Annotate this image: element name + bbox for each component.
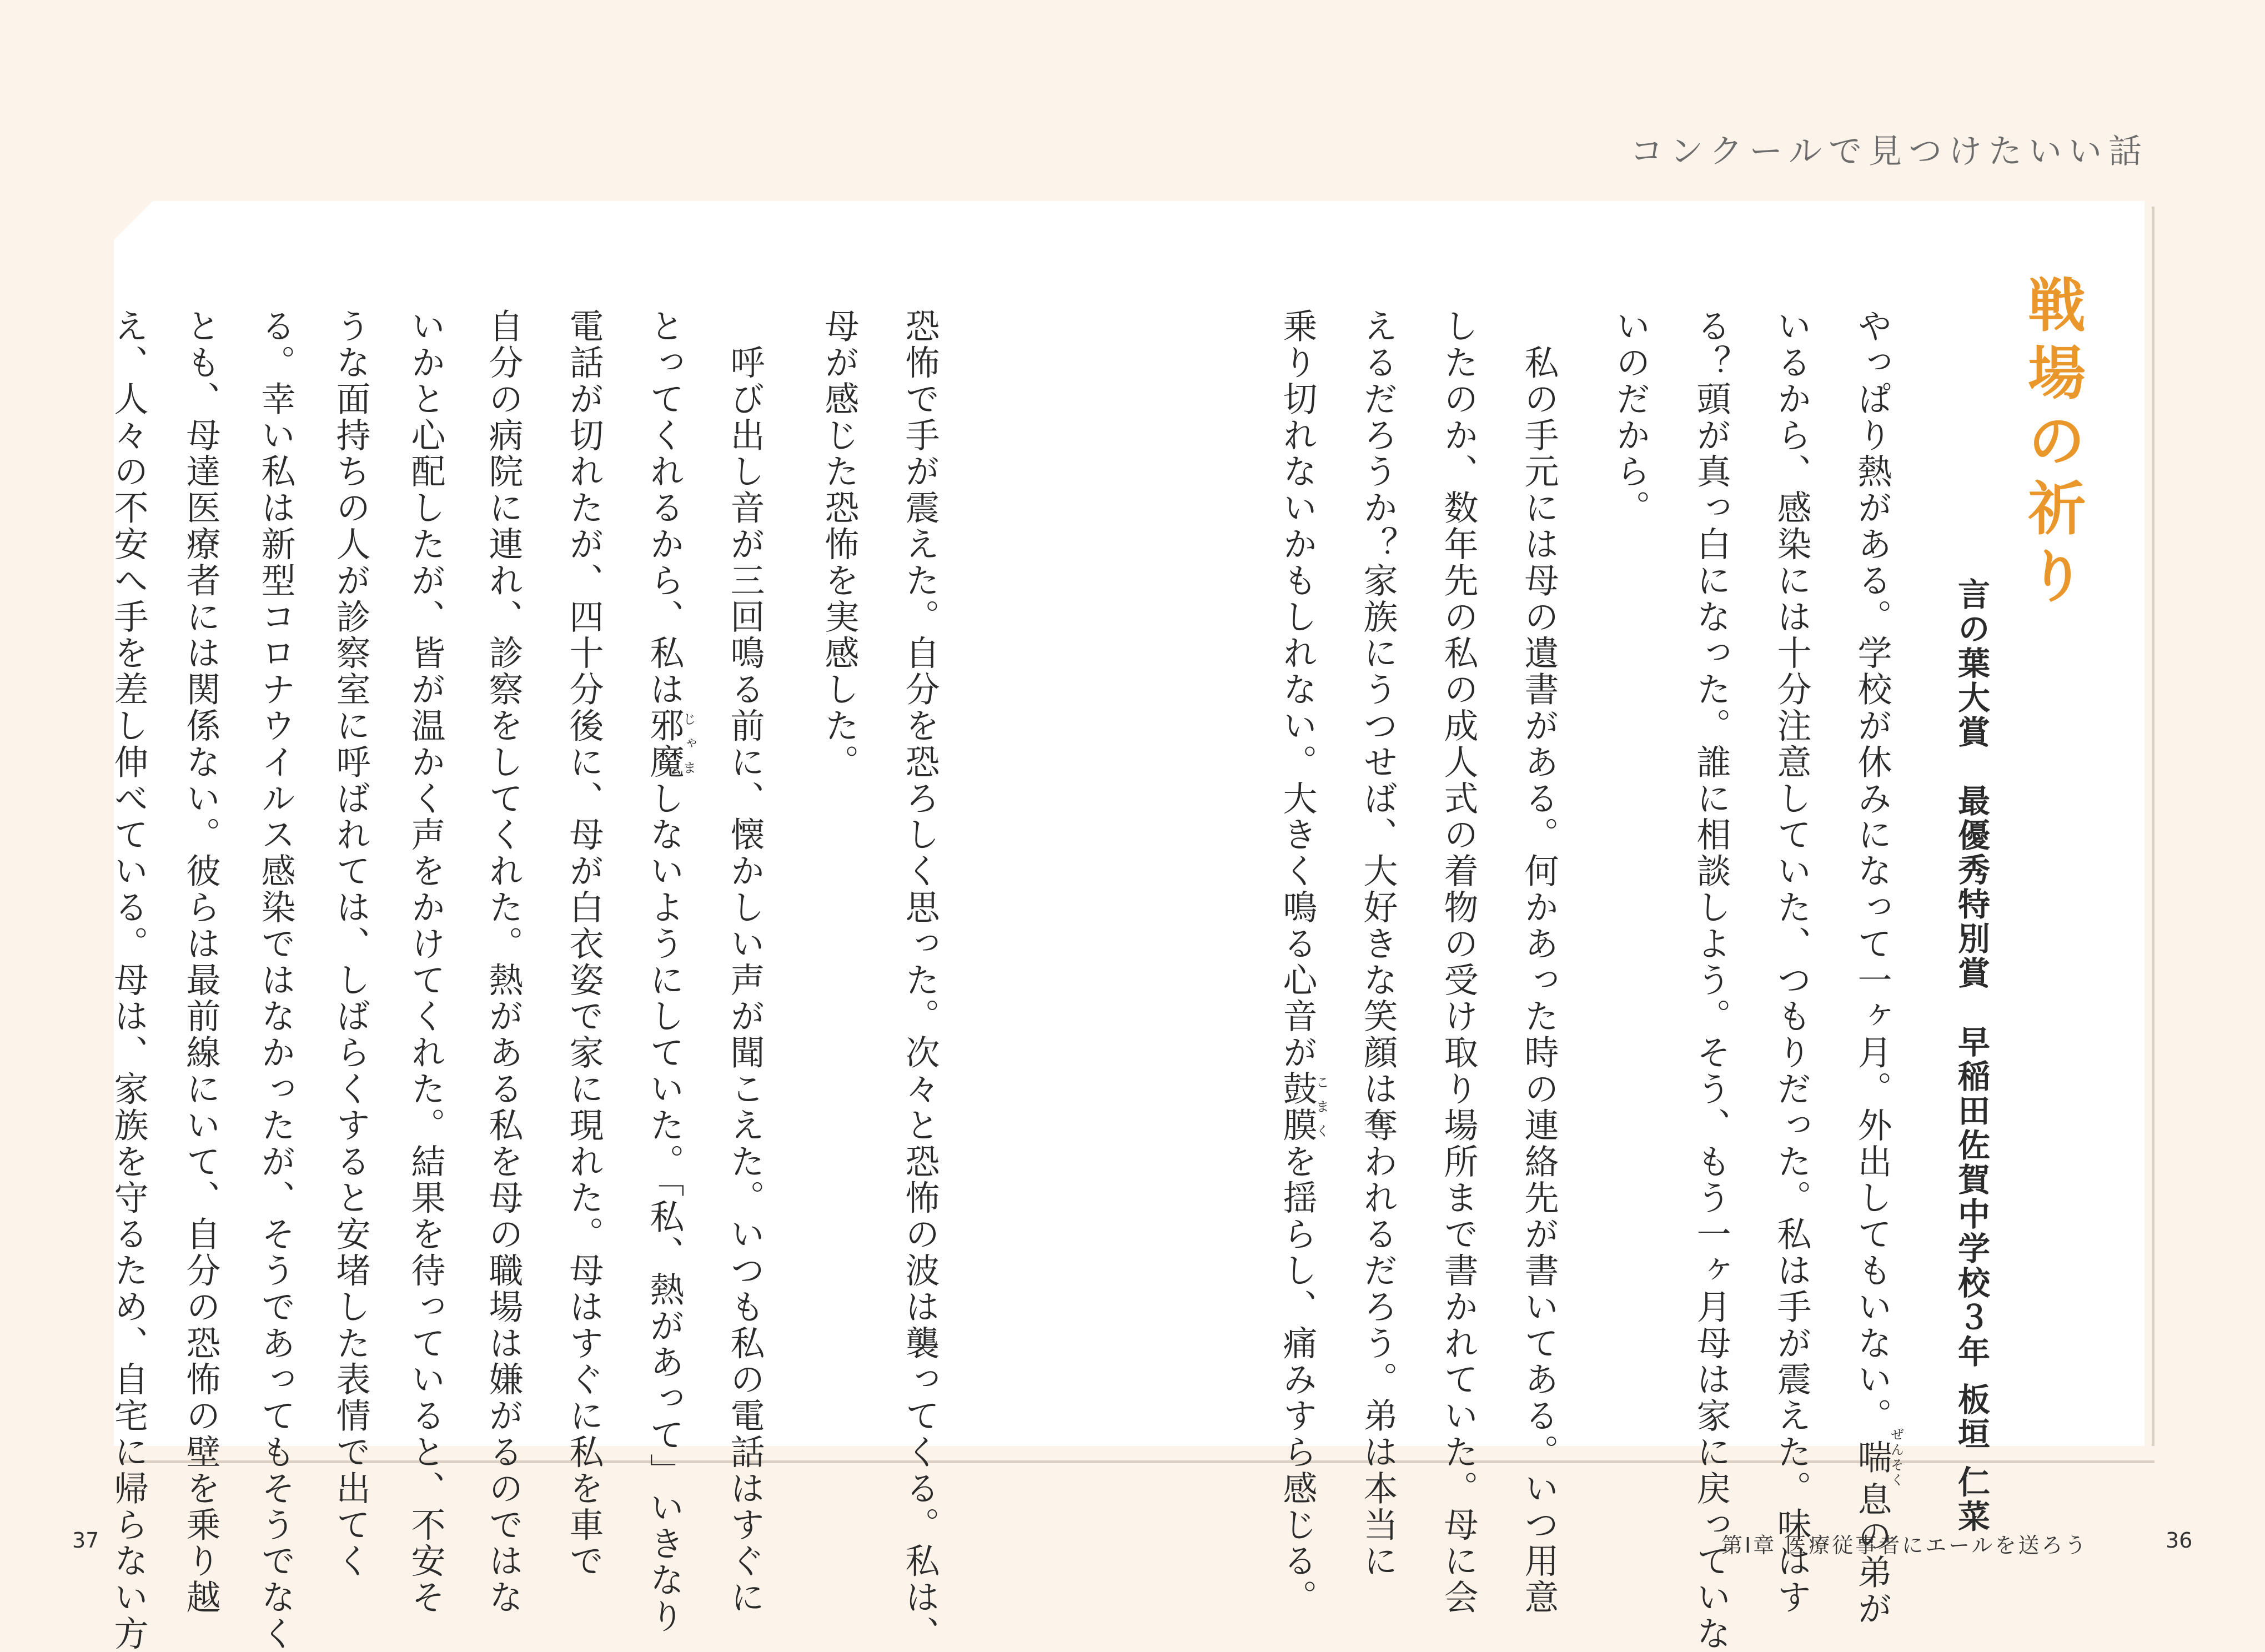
body-column: 私の手元には母の遺書がある。何かあった時の連絡先が書いてある。いつ用意 xyxy=(1519,308,1559,1616)
body-column: 母が感じた恐怖を実感した。 xyxy=(819,308,860,781)
page-number-left: 37 xyxy=(72,1528,99,1553)
body-column: る？頭が真っ白になった。誰に相談しよう。そう、もう一ヶ月母は家に戻っていな xyxy=(1691,308,1731,1652)
body-column: 電話が切れたが、四十分後に、母が白衣姿で家に現れた。母はすぐに私を車で xyxy=(564,308,604,1579)
body-column: 乗り切れないかもしれない。大きく鳴る心音が鼓膜こまくを揺らし、痛みすら感じる。 xyxy=(1277,308,1329,1616)
body-column: いかと心配したが、皆が温かく声をかけてくれた。結果を待っていると、不安そ xyxy=(405,308,446,1616)
body-column: いるから、感染には十分注意していた、つもりだった。私は手が震えた。味はす xyxy=(1771,308,1812,1616)
body-column: えるだろうか？家族にうつせば、大好きな笑顔は奪われるだろう。弟は本当に xyxy=(1358,308,1398,1579)
article-title: 戦場の祈り xyxy=(2018,275,2086,614)
ruby-komaku: 鼓膜こまく xyxy=(1277,1071,1329,1144)
body-column: 呼び出し音が三回鳴る前に、懐かしい声が聞こえた。いつも私の電話はすぐに xyxy=(725,308,765,1616)
page-number-right: 36 xyxy=(2166,1528,2193,1553)
body-column: 恐怖で手が震えた。自分を恐ろしく思った。次々と恐怖の波は襲ってくる。私は、 xyxy=(900,308,940,1652)
body-column: やっぱり熱がある。学校が休みになって一ヶ月。外出してもいない。喘ぜんそく息の弟が xyxy=(1852,308,1904,1627)
panel-right-rule xyxy=(2152,207,2154,1446)
chapter-title: 第Ⅰ章 医療従事者にエールを送ろう xyxy=(1721,1533,2088,1558)
ruby-jama: 邪魔じゃま xyxy=(644,707,696,781)
ruby-zensoku: 喘ぜんそく xyxy=(1852,1427,1904,1489)
body-column: とってくれるから、私は邪魔じゃましないようにしていた。「私、熱があって」いきなり xyxy=(644,308,696,1635)
body-column: したのか、数年先の私の成人式の着物の受け取り場所まで書かれていた。母に会 xyxy=(1438,308,1479,1616)
series-title: コンクールで見つけたいい話 xyxy=(1630,132,2148,171)
body-column: る。幸い私は新型コロナウイルス感染ではなかったが、そうであってもそうでなく xyxy=(255,308,296,1652)
body-column: いのだから。 xyxy=(1610,308,1651,526)
body-column: うな面持ちの人が診察室に呼ばれては、しばらくすると安堵した表情で出てく xyxy=(330,308,371,1579)
body-column: え、人々の不安へ手を差し伸べている。母は、家族を守るため、自宅に帰らない方 xyxy=(108,308,149,1652)
body-column: 自分の病院に連れ、診察をしてくれた。熱がある私を母の職場は嫌がるのではな xyxy=(483,308,524,1616)
award-line: 言の葉大賞 最優秀特別賞 早稲田佐賀中学校３年 板垣 仁菜 xyxy=(1952,578,1990,1534)
body-column: とも、母達医療者には関係ない。彼らは最前線にいて、自分の恐怖の壁を乗り越 xyxy=(180,308,221,1616)
